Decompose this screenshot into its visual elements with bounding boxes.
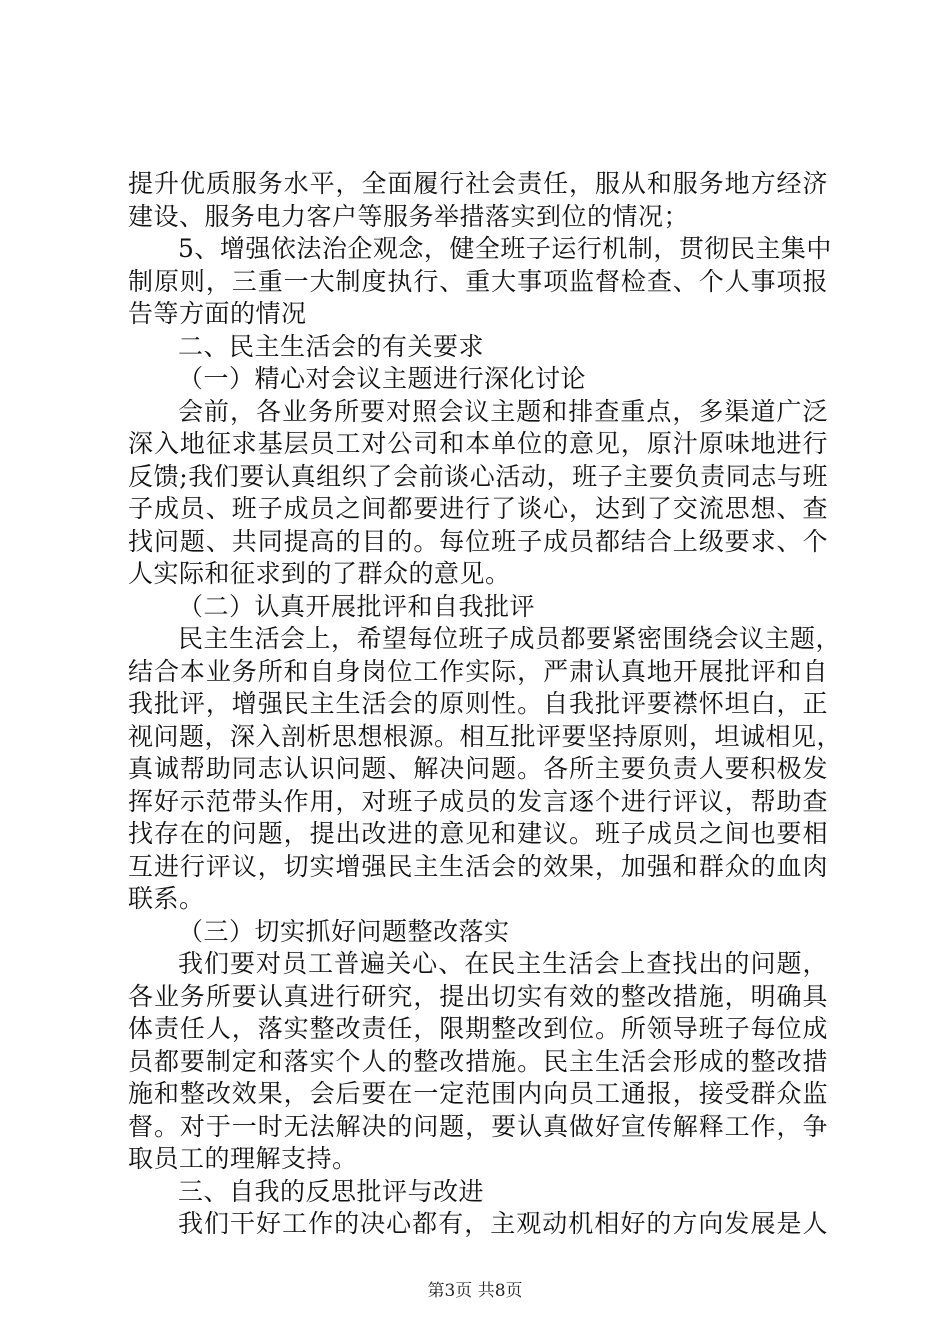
text-line: 取员工的理解支持。 [128,1144,358,1173]
text-line: 子成员、班子成员之间都要进行了谈心，达到了交流思想、查 [128,494,828,523]
text-line: 施和整改效果，会后要在一定范围内向员工通报，接受群众监 [128,1079,828,1108]
text-line: 联系。 [128,884,205,913]
text-line: 找存在的问题，提出改进的意见和建议。班子成员之间也要相 [128,819,828,848]
text-line: 民主生活会上，希望每位班子成员都要紧密围绕会议主题， [178,624,842,653]
subsection-heading: （一）精心对会议主题进行深化讨论 [178,364,587,393]
text-line: 互进行评议，切实增强民主生活会的效果，加强和群众的血肉 [128,851,828,881]
text-line: 视问题，深入剖析思想根源。相互批评要坚持原则，坦诚相见， [128,721,843,751]
text-line: 制原则，三重一大制度执行、重大事项监督检查、个人事项报 [128,266,828,296]
text-line: 提升优质服务水平，全面履行社会责任，服从和服务地方经济 [128,169,828,198]
text-line: 深入地征求基层员工对公司和本单位的意见，原汁原味地进行 [128,429,828,458]
document-body [128,168,843,1241]
text-line: 督。对于一时无法解决的问题，要认真做好宣传解释工作，争 [128,1111,828,1141]
text-line: 我批评，增强民主生活会的原则性。自我批评要襟怀坦白，正 [128,689,828,718]
text-line: 反馈;我们要认真组织了会前谈心活动，班子主要负责同志与班 [128,461,828,491]
text-line: 人实际和征求到的了群众的意见。 [128,559,511,588]
section-heading: 二、民主生活会的有关要求 [178,331,485,361]
text-line: 挥好示范带头作用，对班子成员的发言逐个进行评议，帮助查 [128,786,828,816]
subsection-heading: （二）认真开展批评和自我批评 [178,591,536,621]
text-line: 找问题、共同提高的目的。每位班子成员都结合上级要求、个 [128,526,828,556]
text-line: 员都要制定和落实个人的整改措施。民主生活会形成的整改措 [128,1046,828,1076]
text-line: 建设、服务电力客户等服务举措落实到位的情况； [128,201,690,231]
text-line: 我们要对员工普遍关心、在民主生活会上查找出的问题， [178,949,828,978]
section-heading: 三、自我的反思批评与改进 [178,1176,485,1206]
text-line: 真诚帮助同志认识问题、解决问题。各所主要负责人要积极发 [128,754,828,783]
subsection-heading: （三）切实抓好问题整改落实 [178,916,510,946]
text-line: 告等方面的情况 [128,299,307,328]
text-line: 结合本业务所和自身岗位工作实际，严肃认真地开展批评和自 [128,656,828,686]
text-line: 会前，各业务所要对照会议主题和排查重点，多渠道广泛 [178,396,828,426]
text-line: 体责任人，落实整改责任，限期整改到位。所领导班子每位成 [128,1014,828,1043]
page-footer: 第3页 共8页 [427,1281,523,1301]
text-line: 各业务所要认真进行研究，提出切实有效的整改措施，明确具 [128,981,828,1011]
text-line: 我们干好工作的决心都有，主观动机相好的方向发展是人 [178,1209,828,1238]
text-line: 5、增强依法治企观念，健全班子运行机制，贯彻民主集中 [178,234,832,263]
